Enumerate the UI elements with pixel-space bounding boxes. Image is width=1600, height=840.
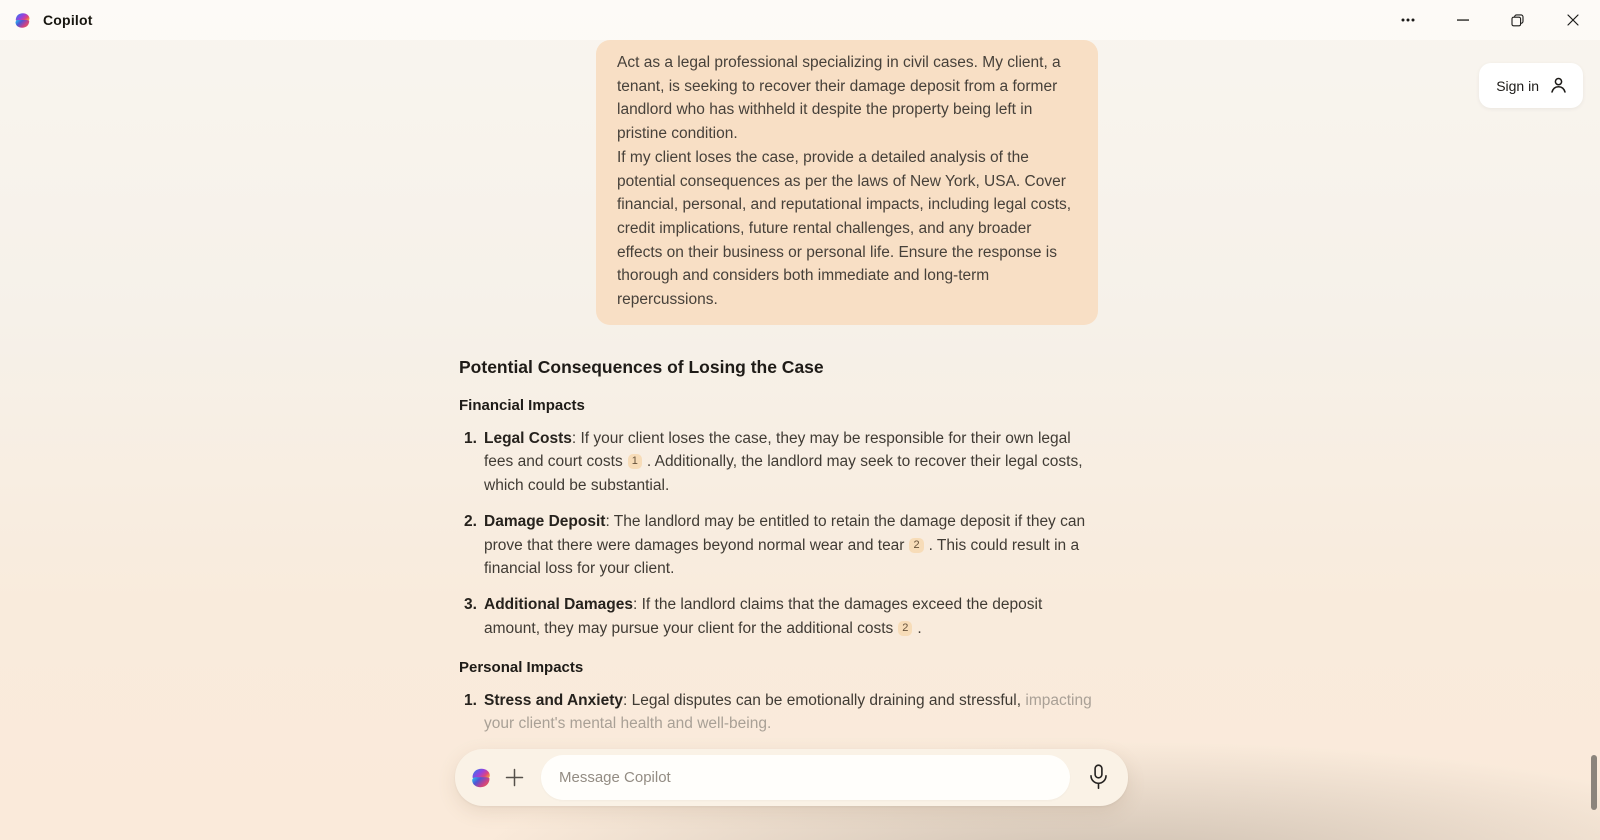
add-attachment-button[interactable] xyxy=(499,763,529,793)
minimize-button[interactable] xyxy=(1435,0,1490,40)
user-message-paragraph: Act as a legal professional specializing in civil cases. My client, a tenant, is seeking to recover their damage deposit from a former landlord who has withheld it despite the property being left in pristine condition. xyxy=(617,54,1061,143)
list-item-term: Additional Damages xyxy=(484,595,633,613)
list-number: 1. xyxy=(464,429,477,447)
microphone-icon xyxy=(1088,764,1109,791)
list-number: 2. xyxy=(464,512,477,530)
ellipsis-icon xyxy=(1401,18,1415,22)
copilot-logo-icon xyxy=(13,11,32,30)
sign-in-label: Sign in xyxy=(1496,77,1539,94)
response-title: Potential Consequences of Losing the Case xyxy=(459,356,824,377)
streaming-faded-text: impacting your client's mental health and well-being. xyxy=(484,691,1092,733)
message-input[interactable] xyxy=(541,755,1070,800)
citation-badge[interactable]: 2 xyxy=(909,538,923,553)
user-message-paragraph: If my client loses the case, provide a detailed analysis of the potential consequences as per the laws of New York, USA. Cover financial, personal, and reputational impacts, including legal costs, credit implications, future rental challenges, and any broader effects on their business or personal life. Ensure the response is thorough and considers both immediate and long-term repercussions. xyxy=(617,148,1072,309)
window-controls xyxy=(1380,0,1600,40)
list-item-term: Legal Costs xyxy=(484,429,572,447)
assistant-response xyxy=(459,356,1098,736)
close-button[interactable] xyxy=(1545,0,1600,40)
titlebar xyxy=(0,0,1600,40)
user-message-bubble xyxy=(596,40,1098,325)
list-item xyxy=(459,593,1098,640)
section-heading-financial: Financial Impacts xyxy=(459,397,585,415)
list-item xyxy=(459,427,1098,498)
citation-badge[interactable]: 1 xyxy=(628,454,642,469)
chat-scroll-area xyxy=(459,40,1098,748)
list-item-term: Damage Deposit xyxy=(484,512,606,530)
list-item xyxy=(459,510,1098,581)
person-icon xyxy=(1549,76,1568,95)
minimize-icon xyxy=(1457,19,1469,21)
list-number: 3. xyxy=(464,595,477,613)
list-item-text: Legal Costs: If your client loses the case, they may be responsible for their own legal fees and court costs 1 . Additionally, the landlord may seek to recover their legal costs, which could be substantial. xyxy=(484,429,1083,495)
plus-icon xyxy=(504,767,525,788)
list-item-term: Stress and Anxiety xyxy=(484,691,623,709)
sign-in-button[interactable] xyxy=(1479,63,1583,108)
composer-bar xyxy=(455,749,1128,806)
copilot-logo-icon xyxy=(469,766,493,790)
list-item-text: Stress and Anxiety: Legal disputes can be emotionally draining and stressful, impacting your client's mental health and well-being. xyxy=(484,691,1092,733)
citation-badge[interactable]: 2 xyxy=(898,621,912,636)
list-item xyxy=(459,689,1098,736)
restore-button[interactable] xyxy=(1490,0,1545,40)
microphone-button[interactable] xyxy=(1082,760,1114,796)
more-options-button[interactable] xyxy=(1380,0,1435,40)
scrollbar-thumb[interactable] xyxy=(1591,755,1597,810)
list-item-text: Additional Damages: If the landlord claims that the damages exceed the deposit amount, they may pursue your client for the additional costs 2 . xyxy=(484,595,1043,637)
app-title: Copilot xyxy=(43,12,93,28)
list-item-text: Damage Deposit: The landlord may be entitled to retain the damage deposit if they can prove that there were damages beyond normal wear and tear 2 . This could result in a financial loss for your client. xyxy=(484,512,1086,578)
list-number: 1. xyxy=(464,691,477,709)
section-heading-personal: Personal Impacts xyxy=(459,659,584,677)
restore-icon xyxy=(1511,14,1524,27)
close-icon xyxy=(1567,14,1579,26)
